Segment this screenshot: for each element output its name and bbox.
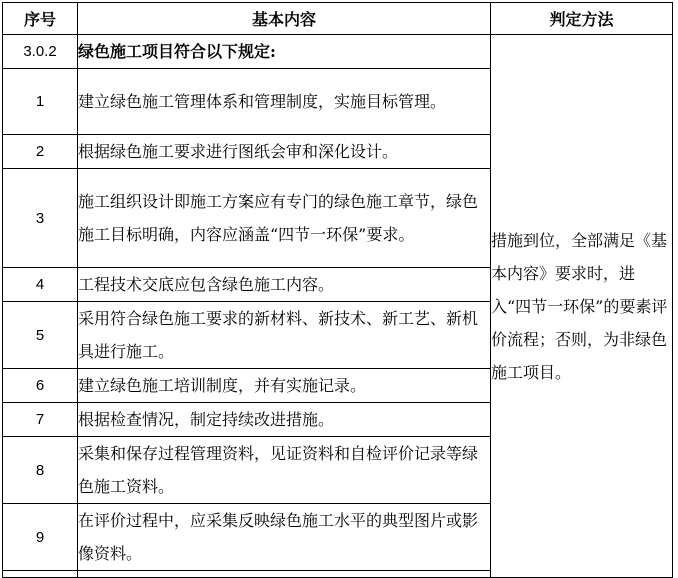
- method-text: 措施到位，全部满足《基本内容》要求时，进入“四节一环保”的要素评价流程；否则，为非绿色施工项目。: [491, 230, 668, 382]
- row-num: 9: [3, 504, 78, 571]
- header-content: 基本内容: [78, 3, 491, 35]
- row-num: 7: [3, 403, 78, 437]
- row-content: 根据绿色施工要求进行图纸会审和深化设计。: [78, 135, 491, 169]
- row-num: 3.0.2: [3, 35, 78, 69]
- row-num: 8: [3, 437, 78, 504]
- header-row: [3, 3, 673, 35]
- continuation-cell: [78, 571, 491, 578]
- continuation-cell: [3, 571, 78, 578]
- row-content: 建立绿色施工管理体系和管理制度，实施目标管理。: [78, 69, 491, 135]
- row-num: 4: [3, 268, 78, 302]
- row-num: 6: [3, 369, 78, 403]
- row-content: 在评价过程中，应采集反映绿色施工水平的典型图片或影像资料。: [78, 504, 491, 571]
- criteria-table: [2, 2, 673, 578]
- table-row: [3, 35, 673, 69]
- row-num: 2: [3, 135, 78, 169]
- header-num: 序号: [3, 3, 78, 35]
- row-content: 根据检查情况，制定持续改进措施。: [78, 403, 491, 437]
- method-cell: [491, 35, 673, 578]
- row-content: 建立绿色施工培训制度，并有实施记录。: [78, 369, 491, 403]
- row-content: 绿色施工项目符合以下规定:: [78, 35, 491, 69]
- row-content: 工程技术交底应包含绿色施工内容。: [78, 268, 491, 302]
- row-num: 1: [3, 69, 78, 135]
- row-content: 采用符合绿色施工要求的新材料、新技术、新工艺、新机具进行施工。: [78, 302, 491, 369]
- row-num: 3: [3, 169, 78, 268]
- row-num: 5: [3, 302, 78, 369]
- header-method: 判定方法: [491, 3, 673, 35]
- row-content: 施工组织设计即施工方案应有专门的绿色施工章节，绿色施工目标明确，内容应涵盖“四节一环保”要求。: [78, 169, 491, 268]
- row-content: 采集和保存过程管理资料，见证资料和自检评价记录等绿色施工资料。: [78, 437, 491, 504]
